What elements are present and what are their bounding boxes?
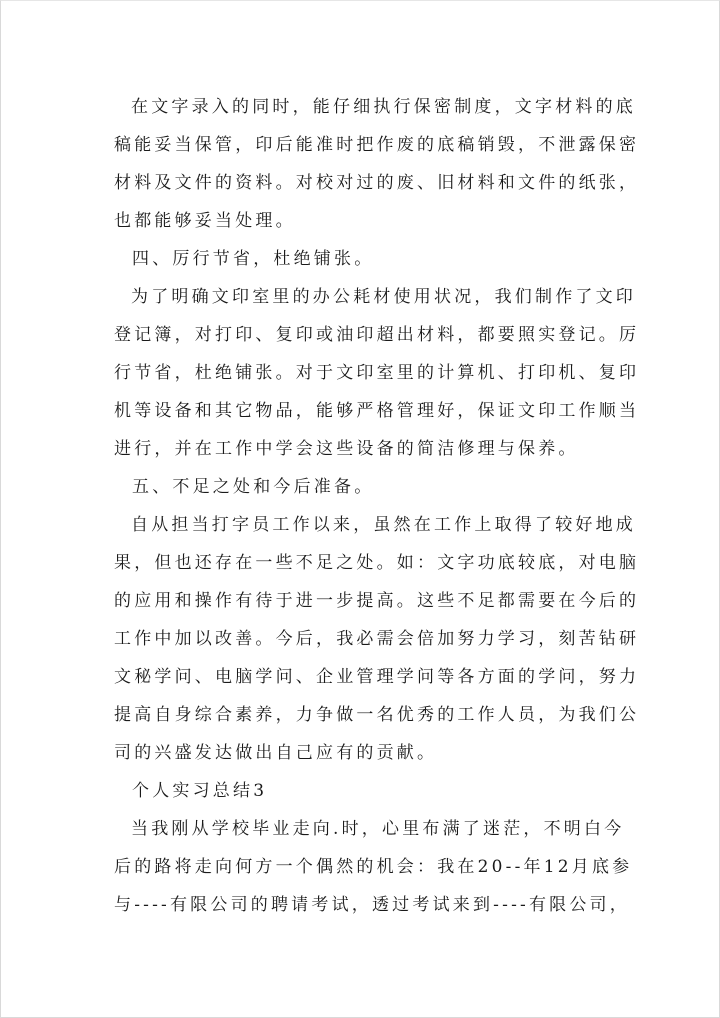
text-line: 后的路将走向何方一个偶然的机会：我在20--年12月底参 xyxy=(114,857,633,877)
document-body xyxy=(114,88,640,924)
paragraph-confidentiality xyxy=(114,88,640,240)
text-line: 也都能够妥当处理。 xyxy=(114,211,296,231)
text-line: 工作中加以改善。今后，我必需会倍加努力学习，刻苦钻研 xyxy=(114,629,640,649)
text-line: 与----有限公司的聘请考试，透过考试来到----有限公司， xyxy=(114,895,630,915)
text-line: 提高自身综合素养，力争做一名优秀的工作人员，为我们公 xyxy=(114,705,640,725)
text-line: 机等设备和其它物品，能够严格管理好，保证文印工作顺当 xyxy=(114,401,640,421)
text-line: 在文字录入的同时，能仔细执行保密制度，文字材料的底 xyxy=(131,97,636,117)
text-line: 的应用和操作有待于进一步提高。这些不足都需要在今后的 xyxy=(114,591,640,611)
text-line: 司的兴盛发达做出自己应有的贡献。 xyxy=(114,743,438,763)
paragraph-supplies xyxy=(114,278,640,468)
paragraph-graduation xyxy=(114,810,633,924)
text-line: 自从担当打字员工作以来，虽然在工作上取得了较好地成 xyxy=(131,515,636,535)
paragraph-shortcomings xyxy=(114,506,640,772)
text-line: 材料及文件的资料。对校对过的废、旧材料和文件的纸张， xyxy=(114,173,640,193)
text-line: 稿能妥当保管，印后能准时把作废的底稿销毁，不泄露保密 xyxy=(114,135,640,155)
heading-text: 五、不足之处和今后准备。 xyxy=(132,477,375,497)
text-line: 行节省，杜绝铺张。对于文印室里的计算机、打印机、复印 xyxy=(114,363,640,383)
text-line: 为了明确文印室里的办公耗材使用状况，我们制作了文印 xyxy=(131,287,636,307)
heading-text: 四、厉行节省，杜绝铺张。 xyxy=(132,249,375,269)
section-heading-4 xyxy=(114,240,614,278)
heading-text: 个人实习总结3 xyxy=(132,781,268,801)
text-line: 当我刚从学校毕业走向.时，心里布满了迷茫，不明白今 xyxy=(131,819,625,839)
text-line: 果，但也还存在一些不足之处。如：文字功底较底，对电脑 xyxy=(114,553,640,573)
section-title-summary-3 xyxy=(114,772,614,810)
text-line: 文秘学问、电脑学问、企业管理学问等各方面的学问，努力 xyxy=(114,667,640,687)
text-line: 进行，并在工作中学会这些设备的简洁修理与保养。 xyxy=(114,439,579,459)
section-heading-5 xyxy=(114,468,614,506)
text-line: 登记簿，对打印、复印或油印超出材料，都要照实登记。厉 xyxy=(114,325,640,345)
